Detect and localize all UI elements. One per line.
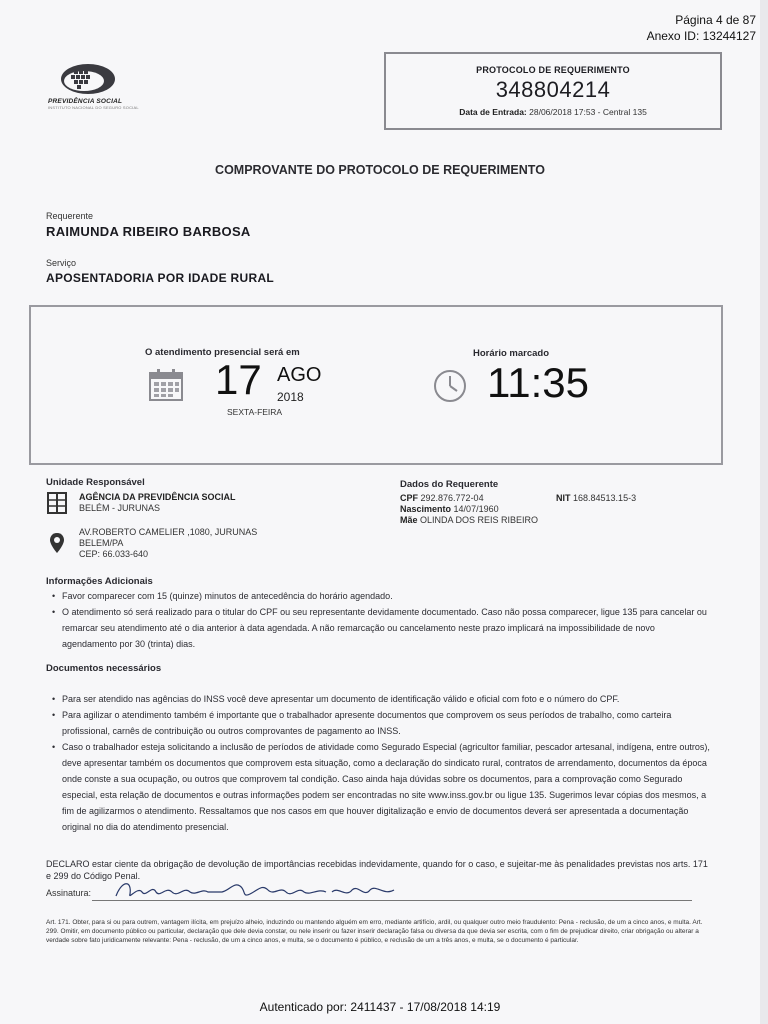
authentication-footer: Autenticado por: 2411437 - 17/08/2018 14:19 [259, 1000, 501, 1014]
protocol-box [384, 52, 722, 130]
protocol-number: 348804214 [495, 77, 611, 102]
logo-name: PREVIDÊNCIA SOCIAL [48, 98, 123, 105]
document-title: COMPROVANTE DO PROTOCOLO DE REQUERIMENTO [215, 163, 545, 177]
annex-id: Anexo ID: 13244127 [646, 29, 756, 43]
protocol-title: PROTOCOLO DE REQUERIMENTO [476, 65, 630, 75]
required-docs-heading: Documentos necessários [46, 663, 162, 674]
unit-address-line2: BELEM/PA [79, 538, 124, 548]
logo-subtitle: INSTITUTO NACIONAL DO SEGURO SOCIAL [48, 105, 139, 110]
appointment-date-label: O atendimento presencial será em [145, 347, 300, 358]
birth-value: 14/07/1960 [453, 504, 499, 514]
requester-data-heading: Dados do Requerente [400, 479, 499, 490]
cpf-label: CPF [400, 493, 418, 503]
appointment-time-label: Horário marcado [473, 348, 550, 359]
additional-info-heading: Informações Adicionais [46, 576, 153, 587]
protocol-date-label: Data de Entrada: [459, 107, 527, 117]
nit-value: 168.84513.15-3 [573, 493, 637, 503]
previdencia-logo [44, 62, 144, 110]
requester-cpf [400, 493, 484, 504]
requester-nit [556, 493, 636, 504]
service-label: Serviço [46, 258, 77, 268]
appointment-month: AGO [277, 364, 322, 386]
legal-fine-print: Art. 171. Obter, para si ou para outrem, vantagem ilícita, em prejuízo alheio, induzindo ou mantendo alguém em erro, mediante artifício, ardil, ou qualquer outro meio fraudulento: Pena - reclusão, de um a cinco anos, e multa. Art. 299. Omitir, em documento público ou particular, declaração que dele devia constar, ou nele inserir ou fazer inserir declaração falsa ou diversa da que devia ser escrita, com o fim de prejudicar direito, criar obrigação ou alterar a verdade sobre fato juridicamente relevante: Pena - reclusão, de um a cinco anos, e multa, se o documento é público, e reclusão de um a três anos, e multa, se o documento é particular. [46, 919, 703, 944]
page-number: Página 4 de 87 [675, 13, 756, 27]
additional-info-item: • O atendimento só será realizado para o titular do CPF ou seu representante devidamente documentado. Caso não possa comparecer, ligue 135 para cancelar ou remarcar seu atendimento até o dia anterior à data agendada. A não remarcação ou cancelamento neste prazo implicará na impossibilidade de novo agendamento por 30 (trinta) dias. [46, 604, 710, 652]
appointment-year: 2018 [277, 390, 304, 404]
handwritten-signature [112, 876, 402, 904]
clock-icon [433, 369, 467, 403]
previdencia-emblem-icon [44, 62, 116, 98]
required-doc-item: • Para ser atendido nas agências do INSS você deve apresentar um documento de identificação válido e oficial com foto e o número do CPF. [46, 691, 710, 707]
unit-heading: Unidade Responsável [46, 477, 145, 488]
protocol-date [386, 107, 720, 117]
mother-label: Mãe [400, 515, 418, 525]
signature-label: Assinatura: [46, 888, 92, 898]
required-doc-item: • Caso o trabalhador esteja solicitando a inclusão de períodos de atividade como Segurado Especial (agricultor familiar, pescador artesanal, indígena, entre outros), deve apresentar também os documentos que comprovem esta situação, como a declaração do sindicato rural, contratos de arrendamento, documentos da época onde conste a sua ocupação, ou outros que comprovem tal condição. Caso ainda haja dúvidas sobre os documentos, para a comprovação como Segurado especial, esta relação de documentos e outras informações podem ser encontradas no site www.inss.gov.br ou ligue 135. Sugerimos levar cópias dos mesmos, a fim de agilizarmos o atendimento. Ressaltamos que nos casos em que houver digitalização e envio de documentos deverá ser apresentada a documentação original no dia do atendimento presencial. [46, 739, 710, 835]
cpf-value: 292.876.772-04 [420, 493, 484, 503]
requester-name: RAIMUNDA RIBEIRO BARBOSA [46, 224, 251, 239]
building-icon [47, 492, 67, 514]
requester-birth [400, 504, 499, 515]
requester-mother [400, 515, 538, 526]
additional-info-item: • Favor comparecer com 15 (quinze) minutos de antecedência do horário agendado. [46, 588, 710, 604]
appointment-box [29, 305, 723, 465]
appointment-time: 11:35 [487, 359, 589, 406]
mother-value: OLINDA DOS REIS RIBEIRO [420, 515, 539, 525]
appointment-day: 17 [215, 356, 262, 403]
requester-label: Requerente [46, 211, 94, 221]
required-doc-item: • Para agilizar o atendimento também é importante que o trabalhador apresente documentos que comprovem os seus períodos de trabalho, como carteira profissional, carnês de contribuição ou outros comprovantes de pagamento ao INSS. [46, 707, 710, 739]
required-docs-list [46, 691, 710, 835]
nit-label: NIT [556, 493, 571, 503]
page-info [647, 12, 756, 44]
declaration: DECLARO estar ciente da obrigação de devolução de importâncias recebidas indevidamente, quando for o caso, e sujeitar-me às penalidades previstas nos arts. 171 e 299 do Código Penal. [46, 859, 708, 881]
location-pin-icon [49, 532, 65, 554]
service-name: APOSENTADORIA POR IDADE RURAL [46, 271, 275, 285]
birth-label: Nascimento [400, 504, 452, 514]
unit-address-line1: AV.ROBERTO CAMELIER ,1080, JURUNAS [79, 527, 258, 537]
appointment-weekday: SEXTA-FEIRA [227, 407, 283, 417]
calendar-icon [149, 369, 183, 401]
unit-agency: AGÊNCIA DA PREVIDÊNCIA SOCIAL [79, 492, 236, 502]
protocol-date-value: 28/06/2018 17:53 - Central 135 [529, 107, 647, 117]
additional-info-list [46, 588, 710, 652]
unit-cep: CEP: 66.033-640 [79, 549, 149, 559]
unit-branch: BELÉM - JURUNAS [79, 503, 161, 513]
page-edge [760, 0, 768, 1024]
